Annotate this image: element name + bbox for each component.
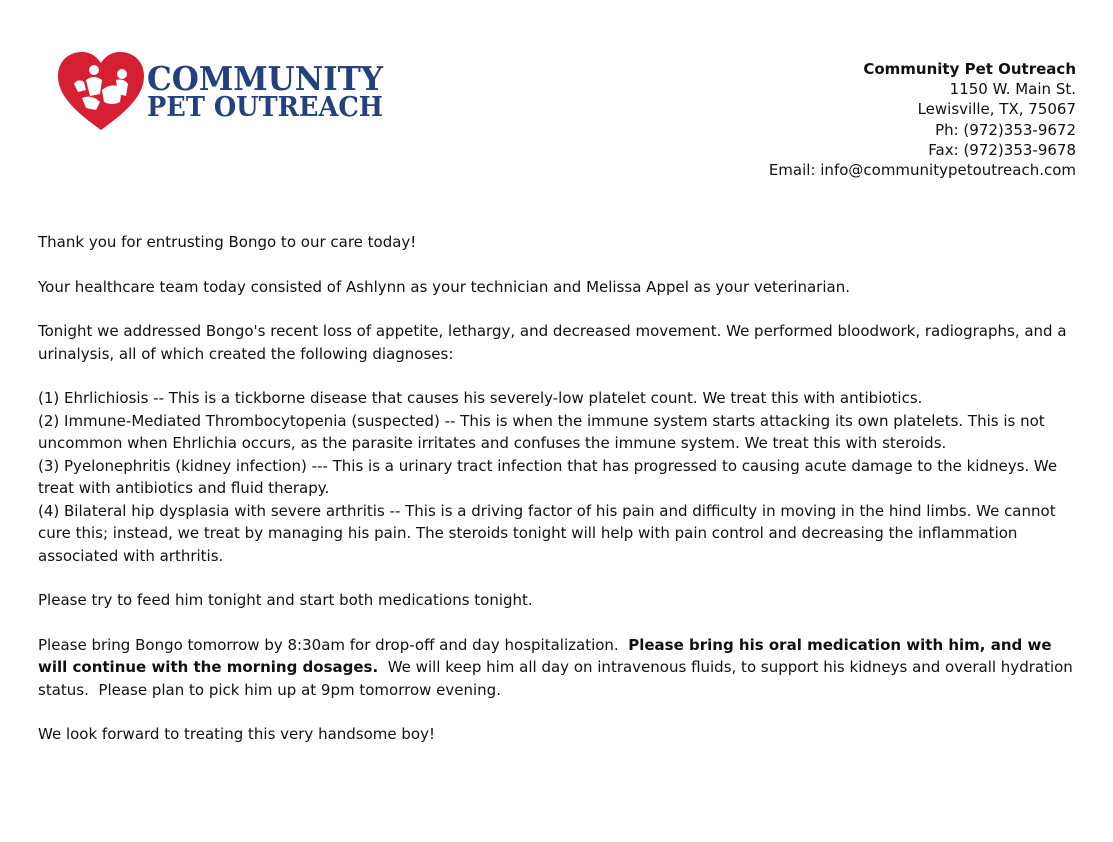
org-email: Email: info@communitypetoutreach.com [768, 161, 1076, 180]
dropoff-bold-instruction: Please bring his oral medication with him, and we will continue with the morning dosages. [38, 635, 1052, 676]
dropoff-rest: We will keep him all day on intravenous fluids, to support his kidneys and overall hydration status. Please plan to pick him up at 9pm tomorrow evening. [38, 658, 1078, 699]
org-street: 1150 W. Main St. [949, 80, 1076, 99]
logo-line-pet-outreach: PET OUTREACH [147, 92, 383, 123]
org-phone: Ph: (972)353-9672 [935, 120, 1076, 139]
letter-body [38, 231, 1080, 768]
diagnosis-item: (3) Pyelonephritis (kidney infection) --- This is a urinary tract infection that has progressed to causing acute damage to the kidneys. We treat with antibiotics and fluid therapy. [38, 456, 1058, 497]
diagnosis-item: (1) Ehrlichiosis -- This is a tickborne disease that causes his severely-low platelet count. We treat this with antibiotics. [38, 389, 923, 407]
heart-icon [58, 52, 144, 130]
org-address-block [769, 59, 1076, 180]
org-fax: Fax: (972)353-9678 [928, 140, 1076, 159]
org-city: Lewisville, TX, 75067 [917, 100, 1076, 119]
dropoff-intro: Please bring Bongo tomorrow by 8:30am for drop-off and day hospitalization. [38, 635, 629, 654]
closing-paragraph: We look forward to treating this very handsome boy! [38, 725, 435, 743]
summary-paragraph: Tonight we addressed Bongo's recent loss of appetite, lethargy, and decreased movement. We performed bloodwork, radiographs, and a urinalysis, all of which created the following diagnoses: [38, 322, 1067, 363]
diagnosis-item: (4) Bilateral hip dysplasia with severe arthritis -- This is a driving factor of his pain and difficulty in moving in the hind limbs. We cannot cure this; instead, we treat by managing his pain. The steroids tonight will help with pain control and decreasing the inflammation associated with arthritis. [38, 501, 1056, 565]
diagnosis-item: (2) Immune-Mediated Thrombocytopenia (suspected) -- This is when the immune system starts attacking its own platelets. This is not uncommon when Ehrlichia occurs, as the parasite irritates and confuses the immune system. We treat this with steroids. [38, 411, 1045, 452]
logo-line-community: COMMUNITY [147, 59, 384, 98]
thanks-paragraph: Thank you for entrusting Bongo to our care today! [38, 233, 417, 251]
feeding-paragraph: Please try to feed him tonight and start both medications tonight. [38, 591, 533, 609]
dropoff-paragraph [38, 634, 1080, 702]
org-name: Community Pet Outreach [863, 60, 1076, 78]
team-paragraph: Your healthcare team today consisted of Ashlynn as your technician and Melissa Appel as your veterinarian. [38, 277, 850, 296]
logo-graphic [56, 50, 396, 132]
diagnoses-list [38, 387, 1080, 567]
logo [56, 50, 396, 132]
